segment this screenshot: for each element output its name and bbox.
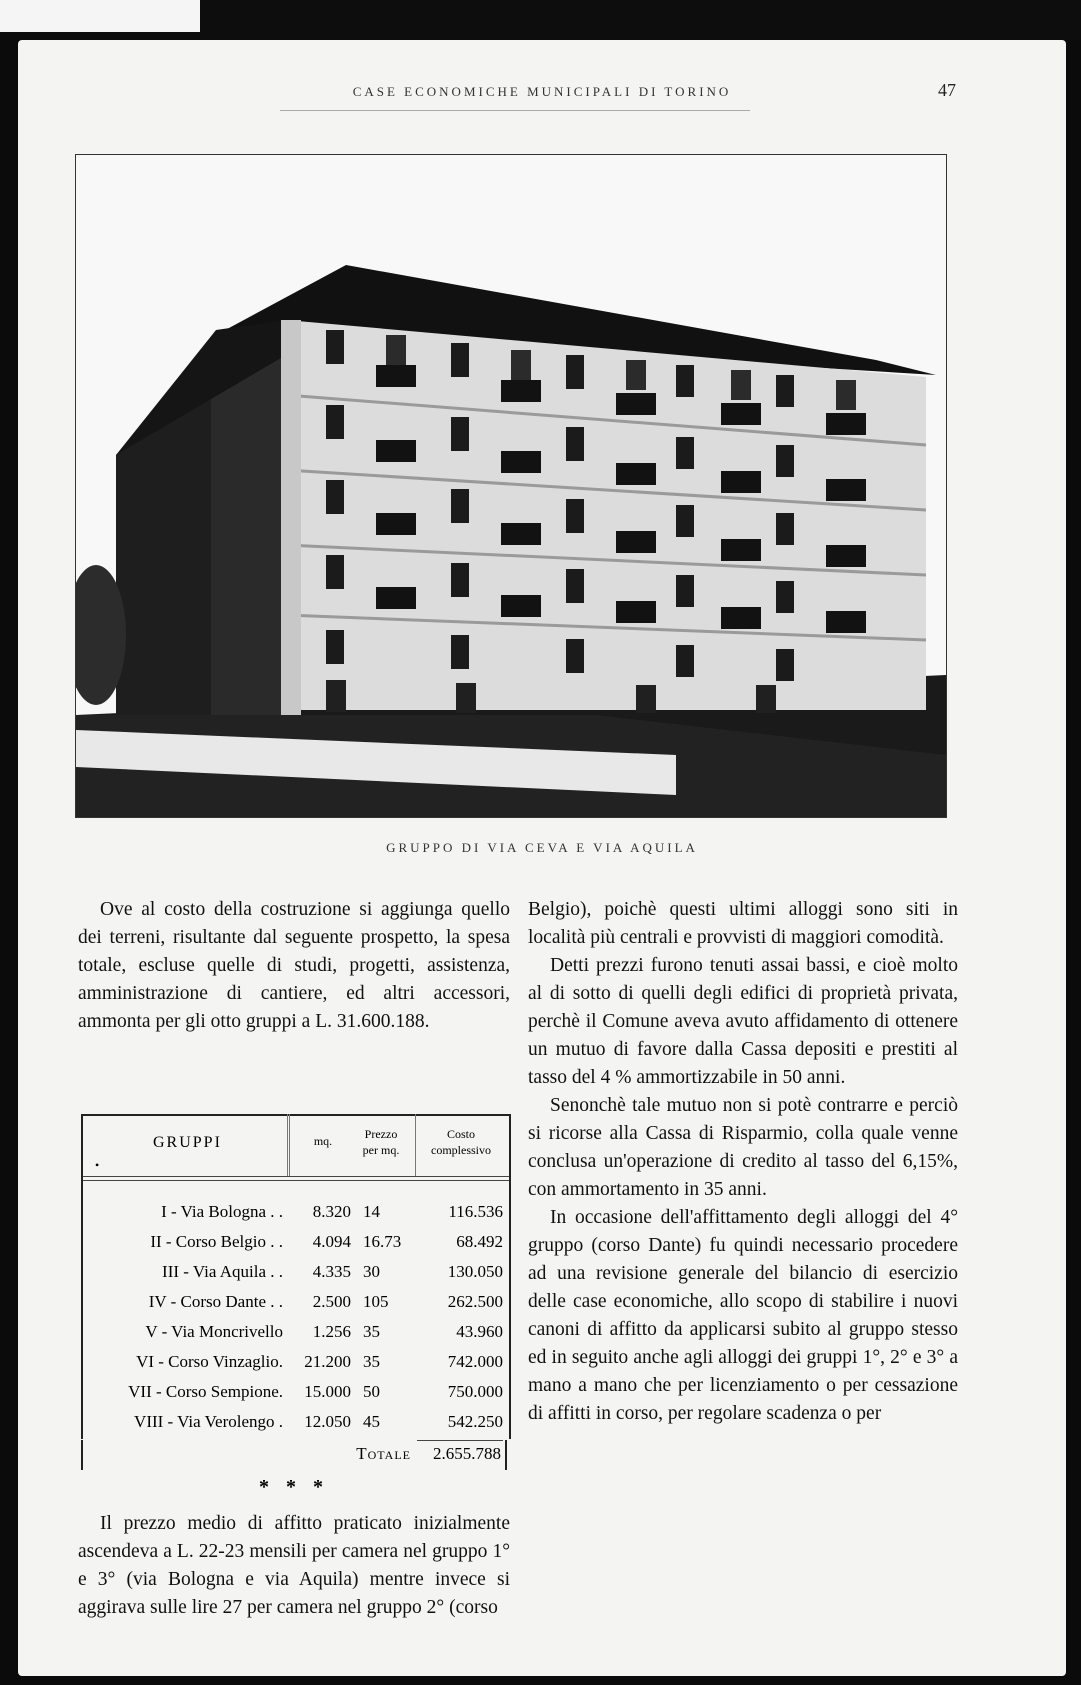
bullet-mark: • xyxy=(95,1158,100,1172)
cell-costo: 130.050 xyxy=(447,1262,503,1281)
cell-costo: 750.000 xyxy=(447,1382,503,1401)
table-top-rule xyxy=(83,1114,509,1116)
cell-prezzo: 16.73 xyxy=(363,1232,402,1251)
cell-costo: 68.492 xyxy=(456,1232,503,1251)
cell-mq: 21.200 xyxy=(304,1352,351,1371)
cell-gruppo: I - Via Bologna . . xyxy=(161,1202,283,1221)
building-photograph xyxy=(75,154,947,818)
cell-mq: 15.000 xyxy=(304,1382,351,1401)
column-header-mq: mq. xyxy=(313,1134,333,1148)
column-header-costo-line1: Costo xyxy=(446,1127,475,1141)
table-total-row xyxy=(81,1440,507,1474)
table-row xyxy=(83,1382,509,1413)
column-header-prezzo-line1: Prezzo xyxy=(364,1127,398,1141)
total-value: 2.655.788 xyxy=(433,1444,501,1463)
cell-costo: 262.500 xyxy=(447,1292,503,1311)
table-header-rule xyxy=(83,1176,509,1177)
table-left-edge xyxy=(81,1440,83,1470)
cell-mq: 1.256 xyxy=(312,1322,351,1341)
header-rule xyxy=(280,110,750,111)
left-column-bottom xyxy=(78,1510,510,1622)
cell-mq: 8.320 xyxy=(312,1202,351,1221)
cell-gruppo: VIII - Via Verolengo . xyxy=(134,1412,283,1431)
total-rule xyxy=(417,1440,503,1441)
cell-costo: 43.960 xyxy=(456,1322,503,1341)
table-row xyxy=(83,1412,509,1443)
paragraph: Il prezzo medio di affitto praticato inizialmente ascendeva a L. 22-23 mensili per camera nel gruppo 1° e 3° (via Bologna e via Aquila) mentre invece si aggirava sulle lire 27 per camera nel gruppo 2° (corso xyxy=(78,1513,510,1618)
right-column xyxy=(528,896,958,1428)
table-row xyxy=(83,1232,509,1263)
cell-gruppo: II - Corso Belgio . . xyxy=(150,1232,283,1251)
table-row xyxy=(83,1322,509,1353)
running-title: CASE ECONOMICHE MUNICIPALI DI TORINO xyxy=(352,84,732,99)
table-row xyxy=(83,1292,509,1323)
paragraph: Senonchè tale mutuo non si potè contrarre e perciò si ricorse alla Cassa di Risparmio, colla quale venne conclusa un'operazione di credito al tasso del 6,15%, con ammortamento in 35 anni. xyxy=(528,1095,958,1200)
column-header-costo-line2: complessivo xyxy=(431,1143,491,1157)
cell-gruppo: VII - Corso Sempione. xyxy=(128,1382,283,1401)
cell-costo: 116.536 xyxy=(448,1202,503,1221)
column-header-prezzo xyxy=(341,1126,421,1158)
table-column-divider xyxy=(289,1114,290,1176)
cost-table xyxy=(81,1114,511,1439)
cell-prezzo: 50 xyxy=(363,1382,380,1401)
column-header-costo xyxy=(413,1126,509,1158)
table-row xyxy=(83,1352,509,1383)
column-header-gruppi: GRUPPI xyxy=(153,1134,222,1151)
table-column-divider xyxy=(287,1114,288,1176)
cell-costo: 542.250 xyxy=(447,1412,503,1431)
paragraph: Belgio), poichè questi ultimi alloggi sono siti in località più centrali e provvisti di maggiori comodità. xyxy=(528,899,958,948)
cell-prezzo: 35 xyxy=(363,1322,380,1341)
paragraph: Ove al costo della costruzione si aggiunga quello dei terreni, risultante dal seguente prospetto, la spesa totale, escluse quelle di studi, progetti, assistenza, amministrazione di cantiere, ed altri accessori, ammonta per gli otto gruppi a L. 31.600.188. xyxy=(78,899,510,1032)
cell-gruppo: III - Via Aquila . . xyxy=(162,1262,283,1281)
cell-mq: 4.094 xyxy=(312,1232,351,1251)
cell-gruppo: IV - Corso Dante . . xyxy=(148,1292,283,1311)
page-number: 47 xyxy=(938,80,956,100)
building-illustration xyxy=(76,155,946,817)
table-header-rule-2 xyxy=(83,1180,509,1181)
section-separator: * * * xyxy=(259,1476,329,1498)
cell-costo: 742.000 xyxy=(447,1352,503,1371)
scan-edge-gap xyxy=(0,0,200,32)
paragraph: In occasione dell'affittamento degli alloggi del 4° gruppo (corso Dante) fu quindi necessario procedere ad una revisione generale del bilancio di esercizio delle case economiche, allo scopo di stabilire i nuovi canoni di affitto da applicarsi subito al gruppo stesso ed in seguito anche agli alloggi dei gruppi 1°, 2° e 3° a mano a mano che per licenziamento o per cessazione di affitti in corso, per regolare scadenza o per xyxy=(528,1207,958,1424)
cell-mq: 4.335 xyxy=(312,1262,351,1281)
cell-prezzo: 30 xyxy=(363,1262,380,1281)
left-column-top xyxy=(78,896,510,1036)
book-page xyxy=(18,40,1066,1676)
cell-mq: 12.050 xyxy=(304,1412,351,1431)
cell-prezzo: 14 xyxy=(363,1202,380,1221)
total-label: Totale xyxy=(356,1444,411,1463)
photo-caption: GRUPPO DI VIA CEVA E VIA AQUILA xyxy=(386,840,698,855)
paragraph: Detti prezzi furono tenuti assai bassi, e cioè molto al di sotto di quelli degli edifici di proprietà privata, perchè il Comune aveva avuto affidamento di ottenere un mutuo di favore dalla Cassa depositi e prestiti al tasso del 4 % ammortizzabile in 50 anni. xyxy=(528,955,958,1088)
column-header-prezzo-line2: per mq. xyxy=(362,1143,400,1157)
table-row xyxy=(83,1202,509,1233)
cell-gruppo: VI - Corso Vinzaglio. xyxy=(136,1352,283,1371)
cell-prezzo: 35 xyxy=(363,1352,380,1371)
cell-prezzo: 105 xyxy=(363,1292,389,1311)
cell-prezzo: 45 xyxy=(363,1412,380,1431)
table-right-edge xyxy=(505,1440,507,1470)
cell-mq: 2.500 xyxy=(312,1292,351,1311)
table-row xyxy=(83,1262,509,1293)
cell-gruppo: V - Via Moncrivello xyxy=(145,1322,283,1341)
